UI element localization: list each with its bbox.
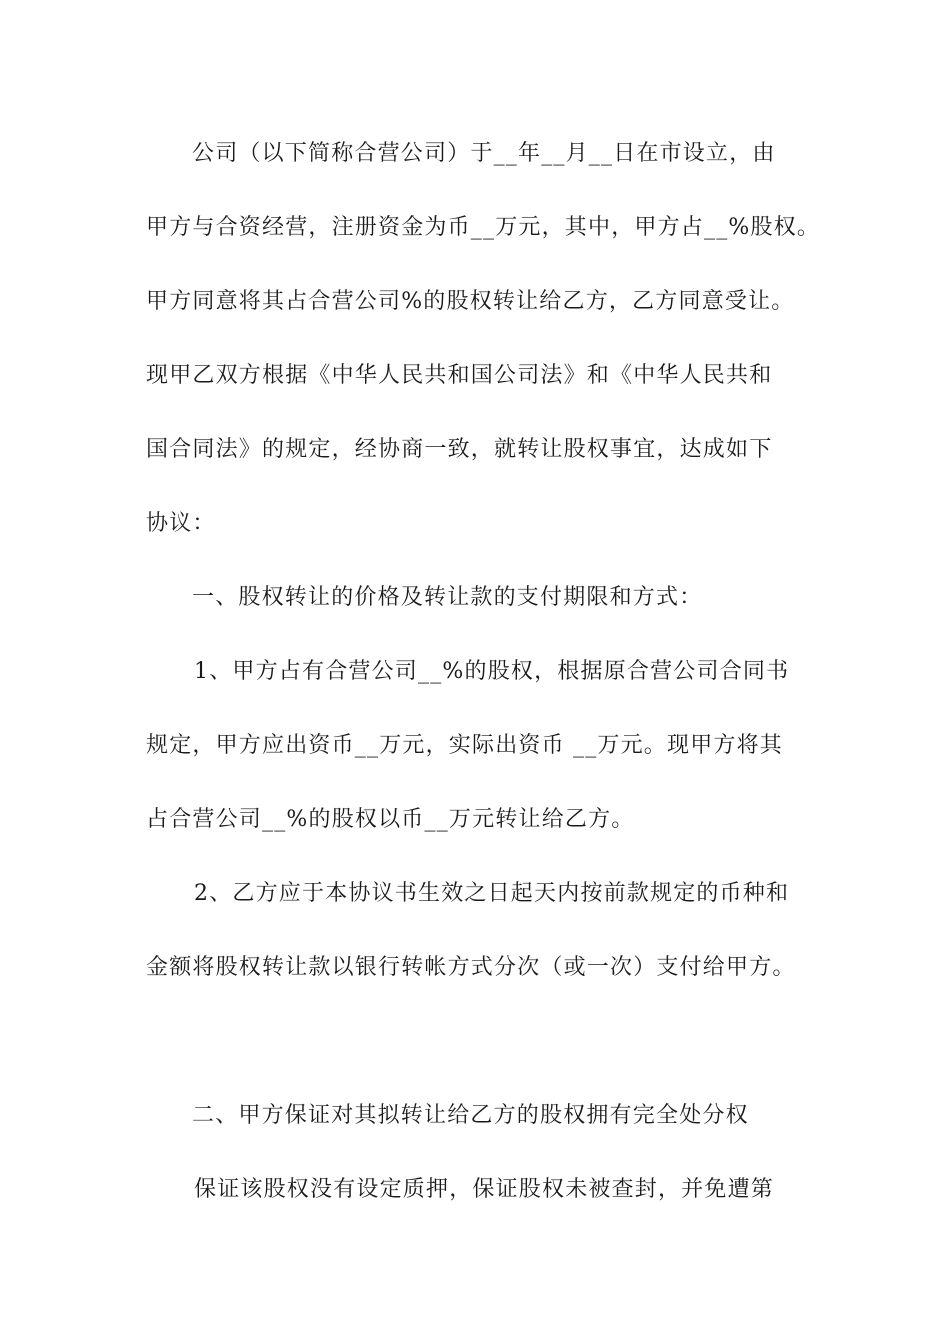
section-heading: 二、甲方保证对其拟转让给乙方的股权拥有完全处分权	[192, 1103, 749, 1128]
paragraph-line: 保证该股权没有设定质押，保证股权未被查封，并免遭第	[194, 1177, 775, 1202]
paragraph-line: 协议：	[146, 511, 216, 536]
paragraph-line: 甲方与合资经营，注册资金为币__万元，其中，甲方占__%股权。	[146, 215, 821, 240]
paragraph-line: 公司（以下简称合营公司）于__年__月__日在市设立，由	[192, 141, 776, 166]
paragraph-line: 占合营公司__%的股权以币__万元转让给乙方。	[146, 807, 635, 832]
paragraph-line: 规定，甲方应出资币__万元，实际出资币 __万元。现甲方将其	[146, 733, 783, 758]
paragraph-line: 金额将股权转让款以银行转帐方式分次（或一次）支付给甲方。	[146, 955, 796, 980]
paragraph-line: 1、甲方占有合营公司__%的股权，根据原合营公司合同书	[194, 659, 790, 684]
paragraph-line: 甲方同意将其占合营公司%的股权转让给乙方，乙方同意受让。	[146, 289, 795, 314]
paragraph-line: 2、乙方应于本协议书生效之日起天内按前款规定的币种和	[194, 881, 790, 906]
paragraph-line: 国合同法》的规定，经协商一致，就转让股权事宜，达成如下	[146, 437, 773, 462]
paragraph-line: 现甲乙双方根据《中华人民共和国公司法》和《中华人民共和	[146, 363, 773, 388]
section-heading: 一、股权转让的价格及转让款的支付期限和方式：	[192, 585, 703, 610]
